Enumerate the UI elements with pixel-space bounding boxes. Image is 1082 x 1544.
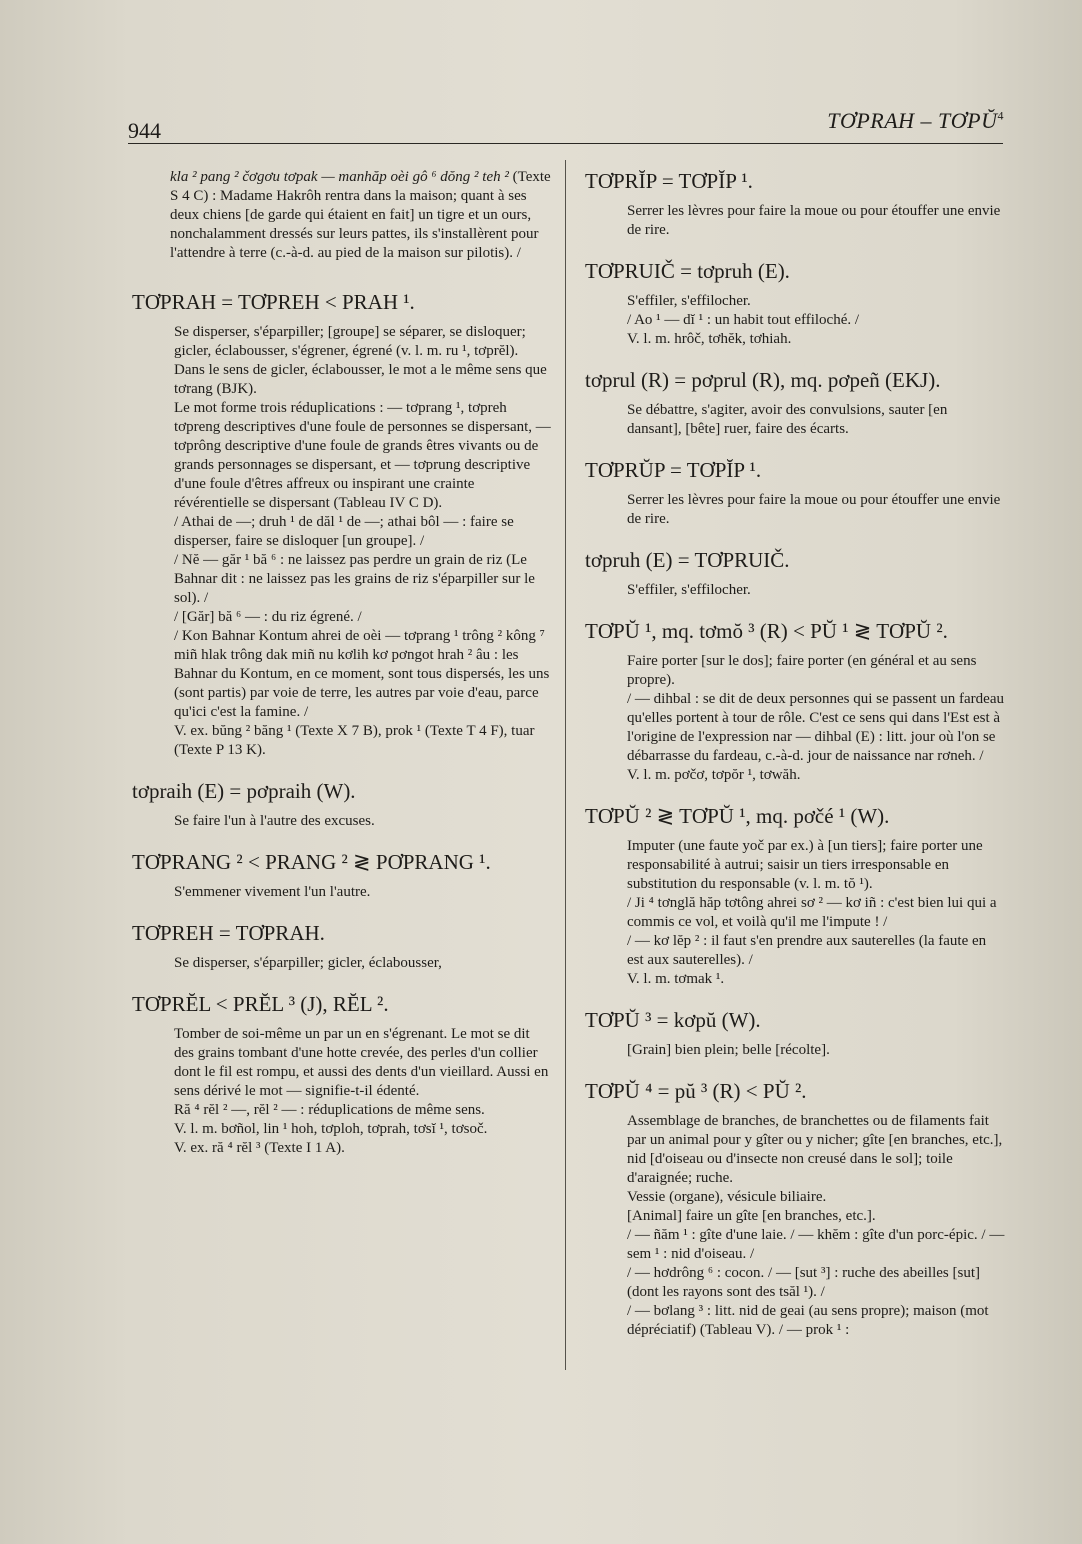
entry-headword: TƠPŬ ⁴ = pŭ ³ (R) < PŬ ².: [585, 1079, 807, 1103]
header-rule: [128, 143, 1003, 144]
entry-line: V. ex. bŭng ² băng ¹ (Texte X 7 B), prok ¹ (Texte T 4 F), tuar (Texte P 13 K).: [174, 723, 535, 758]
dictionary-entry: [132, 778, 552, 831]
entry-line: Tomber de soi-même un par un en s'égrenant. Le mot se dit des grains tombant d'une hotte crevée, des perles d'un collier dont le fil est rompu, et aussi des dents d'un vieillard. Aussi en sens dérivé le mot — signifie-t-il édenté.: [174, 1026, 549, 1099]
entry-line: V. ex. ră ⁴ rĕl ³ (Texte I 1 A).: [174, 1140, 345, 1156]
left-column: [132, 168, 552, 1176]
dictionary-entry: [585, 457, 1005, 529]
entry-line: S'effiler, s'effilocher.: [627, 293, 751, 309]
entry-body: [627, 202, 1005, 240]
entry-line: / Ao ¹ — dĭ ¹ : un habit tout effiloché. /: [627, 312, 860, 328]
entry-headword: TƠPREH = TƠPRAH.: [132, 921, 325, 945]
dictionary-entry: [585, 168, 1005, 240]
continued-entry-text: (Texte S 4 C) : Madame Hakrôh rentra dans la maison; quant à ses deux chiens [de garde qui étaient en fait] un tigre et un ours, nonchalamment dressés sur leurs pattes, ils s'installèrent pour l'attendre à terre (c.-à-d. au pied de la maison sur pilotis). /: [170, 169, 551, 261]
entry-line: / — kơ lĕp ² : il faut s'en prendre aux sauterelles (la faute en est aux sauterelles). /: [627, 933, 987, 968]
dictionary-entry: [132, 289, 552, 760]
continued-entry-example: kla ² pang ² čơgơu tơpak — manhăp oèi gô ⁶ dŏng ² teh ²: [170, 169, 509, 185]
entry-line: / Nĕ — găr ¹ bă ⁶ : ne laissez pas perdre un grain de riz (Le Bahnar dit : ne laissez pas les grains de riz s'éparpiller sur le sol). /: [174, 552, 535, 606]
dictionary-entry: [585, 1078, 1005, 1340]
page-number: 944: [128, 118, 161, 143]
entry-line: Ră ⁴ rĕl ² —, rĕl ² — : réduplications de même sens.: [174, 1102, 485, 1118]
entry-body: [174, 1025, 552, 1158]
right-column: [585, 168, 1005, 1358]
entry-line: Se faire l'un à l'autre des excuses.: [174, 813, 375, 829]
entry-body: [174, 323, 552, 760]
dictionary-entry: [132, 920, 552, 973]
entry-line: [Grain] bien plein; belle [récolte].: [627, 1042, 830, 1058]
entry-line: / — dihbal : se dit de deux personnes qui se passent un fardeau qu'elles portent à tour de rôle. C'est ce sens qui dans l'Est est à l'origine de l'expression nar — dihbal (E) : litt. jour où l'on se débarrasse du fardeau, c.-à-d. jour de naissance nar rơneh. /: [627, 691, 1004, 764]
dictionary-entry: [132, 849, 552, 902]
entry-headword: TƠPŬ ² ≷ TƠPŬ ¹, mq. pơčé ¹ (W).: [585, 804, 890, 828]
entry-body: [174, 954, 552, 973]
entry-line: Se disperser, s'éparpiller; [groupe] se séparer, se disloquer;: [174, 324, 526, 340]
entry-line: / — bơlang ³ : litt. nid de geai (au sens propre); maison (mot dépréciatif) (Tableau V). / — prok ¹ :: [627, 1303, 989, 1338]
entry-body: [627, 1041, 1005, 1060]
entry-headword: TƠPRĬP = TƠPĬP ¹.: [585, 169, 753, 193]
entry-line: gicler, éclabousser, s'égrener, égrené (v. l. m. ru ¹, tơprĕl).: [174, 343, 519, 359]
entry-headword: tơprul (R) = pơprul (R), mq. pơpeñ (EKJ).: [585, 368, 941, 392]
entry-body: [174, 812, 552, 831]
entry-line: / Kon Bahnar Kontum ahrei de oèi — tơprang ¹ trông ² kông ⁷ miñ hlak trông dak miñ nu kơlih kơ pơngot hrah ² âu : les Bahnar du Kontum, en ce moment, sont tous dispersés, les uns (sont partis) par voie de terre, les autres par voie d'eau, parce qu'ici c'est la famine. /: [174, 628, 550, 720]
entry-headword: TƠPŬ ¹, mq. tơmŏ ³ (R) < PŬ ¹ ≷ TƠPŬ ².: [585, 619, 948, 643]
entry-headword: TƠPRĔL < PRĔL ³ (J), RĔL ².: [132, 992, 389, 1016]
entry-line: Vessie (organe), vésicule biliaire.: [627, 1189, 827, 1205]
entry-headword: tơpruh (E) = TƠPRUIČ.: [585, 548, 790, 572]
entry-headword: TƠPRŬP = TƠPĬP ¹.: [585, 458, 762, 482]
entry-line: / Athai de —; druh ¹ de dăl ¹ de —; athai bôl — : faire se disperser, faire se disloquer [un groupe]. /: [174, 514, 514, 549]
dictionary-entry: [585, 618, 1005, 785]
entry-body: [627, 1112, 1005, 1340]
entry-body: [627, 401, 1005, 439]
running-head: [827, 108, 1004, 134]
dictionary-entry: [585, 1007, 1005, 1060]
entry-body: [627, 292, 1005, 349]
running-head-sup: 4: [997, 108, 1004, 123]
left-entries: [132, 289, 552, 1158]
entry-line: / [Găr] bă ⁶ — : du riz égrené. /: [174, 609, 362, 625]
continued-entry: [170, 168, 552, 263]
dictionary-entry: [585, 367, 1005, 439]
entry-line: / — ñăm ¹ : gîte d'une laie. / — khĕm : gîte d'un porc-épic. / — sem ¹ : nid d'oiseau. /: [627, 1227, 1005, 1262]
entry-body: [627, 581, 1005, 600]
column-divider: [565, 160, 566, 1370]
entry-body: [174, 883, 552, 902]
entry-line: Imputer (une faute yoč par ex.) à [un tiers]; faire porter une responsabilité à autrui; saisir un tiers irresponsable en substitution du responsable (v. l. m. tŏ ¹).: [627, 838, 983, 892]
entry-line: V. l. m. bơñol, lin ¹ hoh, tơploh, tơprah, tơsĭ ¹, tơsoč.: [174, 1121, 488, 1137]
entry-line: Serrer les lèvres pour faire la moue ou pour étouffer une envie de rire.: [627, 492, 1001, 527]
entry-headword: TƠPRUIČ = tơpruh (E).: [585, 259, 790, 283]
entry-line: V. l. m. hrôč, tơhĕk, tơhiah.: [627, 331, 792, 347]
entry-line: S'effiler, s'effilocher.: [627, 582, 751, 598]
entry-line: Assemblage de branches, de branchettes ou de filaments fait par un animal pour y gîter ou y nicher; gîte [en branches, etc.], nid [d'oiseau ou d'insecte non creusé dans le sol]; toile d'araignée; ruche.: [627, 1113, 1003, 1186]
entry-line: Le mot forme trois réduplications : — tơprang ¹, tơpreh tơpreng descriptives d'une foule de personnes se dispersant, — tơprông descriptive d'une foule de grands êtres vivants ou de grands personnages se dispersant, et — tơprung descriptive d'une foule d'êtres affreux ou inspirant une crainte révérentielle se dispersant (Tableau IV C D).: [174, 400, 551, 511]
dictionary-entry: [585, 803, 1005, 989]
entry-body: [627, 652, 1005, 785]
right-entries: [585, 168, 1005, 1340]
running-head-text: TƠPRAH – TƠPŬ: [827, 108, 998, 133]
entry-line: Dans le sens de gicler, éclabousser, le mot a le même sens que tơrang (BJK).: [174, 362, 547, 397]
entry-line: V. l. m. pơčơ, tơpŏr ¹, tơwăh.: [627, 767, 801, 783]
entry-line: / — hơdrông ⁶ : cocon. / — [sut ³] : ruche des abeilles [sut] (dont les rayons sont des tsăl ¹). /: [627, 1265, 980, 1300]
dictionary-entry: [132, 991, 552, 1158]
dictionary-entry: [585, 258, 1005, 349]
entry-line: Serrer les lèvres pour faire la moue ou pour étouffer une envie de rire.: [627, 203, 1001, 238]
entry-line: Se débattre, s'agiter, avoir des convulsions, sauter [en dansant], [bête] ruer, faire des écarts.: [627, 402, 948, 437]
entry-body: [627, 491, 1005, 529]
entry-headword: TƠPRANG ² < PRANG ² ≷ PƠPRANG ¹.: [132, 850, 491, 874]
entry-headword: tơpraih (E) = pơpraih (W).: [132, 779, 356, 803]
entry-headword: TƠPRAH = TƠPREH < PRAH ¹.: [132, 290, 415, 314]
entry-line: [Animal] faire un gîte [en branches, etc.].: [627, 1208, 876, 1224]
entry-line: / Ji ⁴ tơnglă hăp tơtông ahrei sơ ² — kơ iñ : c'est bien lui qui a commis ce vol, et voilà qu'il me l'impute ! /: [627, 895, 997, 930]
entry-line: V. l. m. tơmak ¹.: [627, 971, 725, 987]
entry-headword: TƠPŬ ³ = kơpŭ (W).: [585, 1008, 761, 1032]
entry-line: Faire porter [sur le dos]; faire porter (en général et au sens propre).: [627, 653, 977, 688]
entry-body: [627, 837, 1005, 989]
dictionary-entry: [585, 547, 1005, 600]
entry-line: S'emmener vivement l'un l'autre.: [174, 884, 371, 900]
entry-line: Se disperser, s'éparpiller; gicler, éclabousser,: [174, 955, 442, 971]
